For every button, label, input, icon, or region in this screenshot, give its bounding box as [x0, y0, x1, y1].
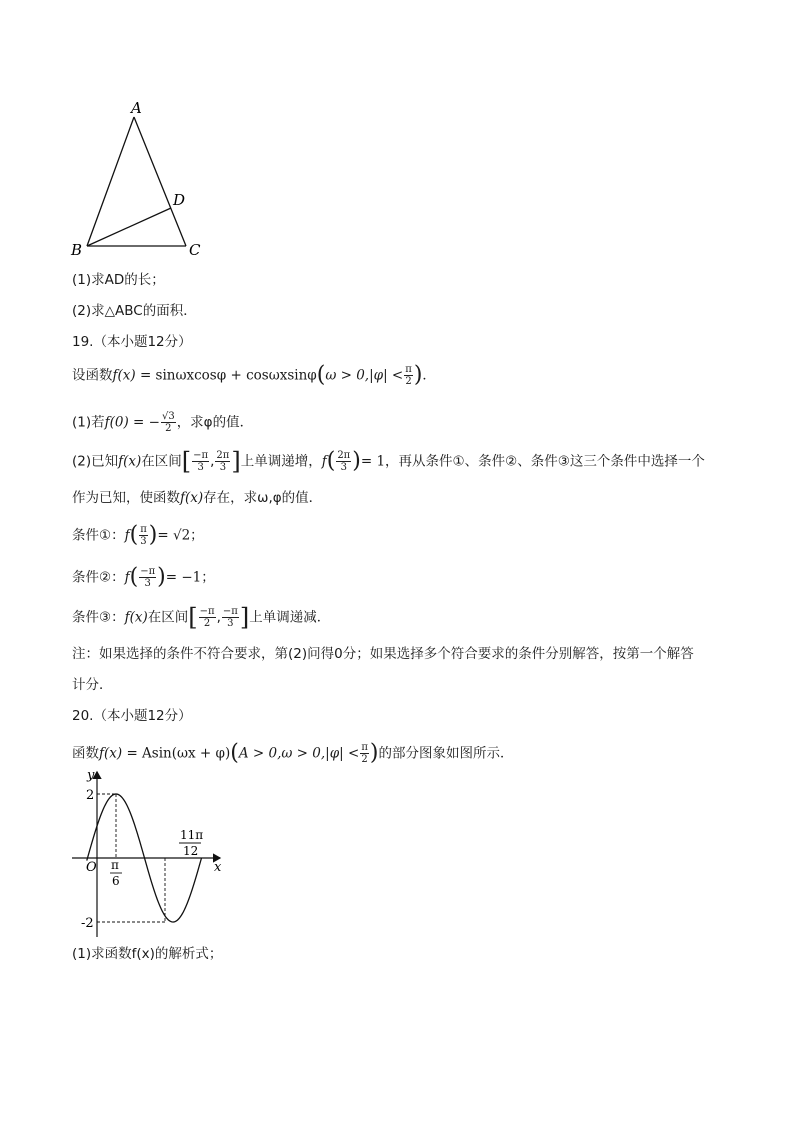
c1-f: f: [124, 527, 130, 544]
q19-frac-neg-pi-3: [192, 450, 209, 473]
c2-eq: = −1；: [165, 569, 215, 586]
lparen: (: [326, 448, 336, 474]
y-min-label: -2: [81, 916, 94, 931]
c3-fx: f(x): [124, 609, 148, 626]
q19-p1-suffix: ，求φ的值．: [176, 414, 254, 431]
x-tick2-num: 11π: [180, 828, 204, 842]
frac-num: 2π: [337, 450, 351, 461]
q19-p1-prefix: (1)若: [72, 414, 105, 431]
x-axis-label: x: [214, 860, 222, 875]
q19-header: 19.（本小题12分）: [72, 334, 192, 350]
rparen: ): [369, 740, 379, 766]
y-axis-label: y: [87, 768, 95, 783]
q19-frac-pi-2: [404, 364, 413, 387]
q19-part1: [72, 411, 253, 434]
c3-mid: 在区间: [147, 609, 189, 626]
c3-frac-neg-pi-2: [199, 606, 216, 629]
frac-den: 3: [140, 536, 147, 547]
lparen: (: [129, 564, 139, 590]
frac-den: 3: [219, 462, 227, 473]
q19-note-line2: 计分．: [72, 677, 113, 693]
q19-definition: 设函数f(x) = sinωxcosφ + cosωxsinφ(ω > 0,|φ| < $\frac{\pi}{2}$ )．: [72, 362, 436, 388]
frac-den: 2: [203, 618, 211, 629]
point-d-label: D: [173, 191, 186, 209]
q19-part2-line2: [72, 489, 322, 507]
q20-def-tail: 的部分图象如图所示．: [378, 745, 514, 762]
frac-num: π: [361, 742, 368, 753]
q19-f-label: f: [321, 453, 327, 470]
sine-graph: [70, 765, 240, 945]
frac-num: −π: [140, 566, 156, 577]
frac-den: 3: [144, 578, 151, 589]
triangle-figure: [68, 95, 208, 265]
x-tick1-num: π: [111, 858, 119, 872]
q19-frac-sqrt3-2: [161, 411, 176, 434]
frac-den: 2: [165, 423, 172, 434]
q19-def-eq: = sinωxcosφ + cosωxsinφ: [139, 367, 317, 384]
q19-p2-line2-a: 作为已知，使函数: [72, 490, 180, 506]
frac-num: −π: [222, 606, 238, 617]
lparen: (: [230, 740, 239, 766]
q19-rbracket: ]: [231, 447, 241, 476]
q19-p2-mid: 在区间: [141, 453, 182, 470]
rparen: ): [157, 564, 166, 590]
q19-lparen: (: [316, 362, 326, 388]
q19-condition2: [72, 566, 215, 589]
lparen: (: [129, 522, 139, 548]
q19-eq1: = 1，: [360, 453, 399, 470]
q20-def-eq: = Asin(ωx + φ): [126, 745, 231, 762]
q20-fx: f(x): [99, 745, 123, 762]
rparen: ): [352, 448, 361, 474]
c1-label: 条件①：: [72, 527, 125, 544]
q19-p2-line2-b: 存在，求ω,φ的值．: [203, 490, 323, 506]
q19-p2-fx2: f(x): [180, 490, 204, 506]
q20-header: 20.（本小题12分）: [72, 708, 192, 724]
q19-def-prefix: 设函数: [72, 367, 113, 384]
frac-num: √3: [161, 411, 175, 422]
q19-condition1: [72, 524, 204, 547]
q19-lbracket: [: [181, 447, 192, 476]
c3-label: 条件③：: [72, 609, 125, 626]
frac-num: π: [140, 524, 147, 535]
frac-num: 2π: [216, 450, 230, 461]
q19-f0: f(0) = −: [104, 414, 160, 431]
q19-rparen: ): [413, 362, 423, 388]
frac-den: 3: [227, 618, 234, 629]
q18-part2: (2)求△ABC的面积．: [72, 303, 197, 319]
origin-label: O: [86, 860, 97, 875]
vertex-a-label: A: [131, 99, 142, 117]
c2-f: f: [124, 569, 130, 586]
q19-fx: f(x): [112, 367, 136, 384]
frac-den: 3: [340, 462, 347, 473]
rparen: ): [148, 522, 158, 548]
q19-p2-prefix: (2)已知: [72, 453, 119, 470]
q19-p2-fx: f(x): [118, 453, 142, 470]
c3-frac-neg-pi-3: [222, 606, 239, 629]
frac-den: 2: [405, 376, 412, 387]
edge-ac: [134, 117, 186, 246]
edge-ab: [87, 117, 134, 246]
c2-frac-neg-pi-3: [139, 566, 156, 589]
c1-frac-pi-3: [139, 524, 148, 547]
y-max-label: 2: [86, 788, 95, 803]
c3-rbracket: ]: [239, 603, 250, 632]
q19-p2-after: 上单调递增，: [240, 453, 322, 470]
c3-tail: 上单调递减．: [249, 609, 331, 626]
q19-note-line1: 注：如果选择的条件不符合要求，第(2)问得0分；如果选择多个符合要求的条件分别解答，按第一个解答: [72, 646, 694, 662]
vertex-b-label: B: [71, 241, 83, 259]
vertex-c-label: C: [189, 241, 201, 259]
c2-label: 条件②：: [72, 569, 125, 586]
q19-frac-2pi-3: [215, 450, 230, 473]
frac-num: π: [405, 364, 412, 375]
q19-frac-2pi-3b: [336, 450, 351, 473]
c1-eq: = √2；: [157, 527, 204, 544]
q20-frac-pi-2: [360, 742, 369, 765]
c3-lbracket: [: [188, 603, 198, 632]
q19-part2-line1: (2)已知f(x)在区间[ $\frac{-\pi}{3}$ , $\frac{2\pi}{3}$ ]上单调递增，f( $\frac{2\pi}{3}$ )= 1，再从条件①、条件②、条件③这三个条件中选择一个: [72, 447, 705, 476]
x-tick2-den: 12: [183, 844, 199, 858]
frac-den: 3: [197, 462, 204, 473]
segment-bd: [87, 208, 171, 246]
x-tick1-den: 6: [112, 874, 120, 888]
q20-definition: [72, 742, 513, 765]
frac-den: 2: [361, 754, 368, 765]
frac-num: −π: [193, 450, 209, 461]
q20-def-prefix: 函数: [72, 745, 99, 762]
q20-cond: A > 0,ω > 0,|φ| <: [238, 745, 360, 762]
q19-condition3: 条件③：f(x)在区间[ $\frac{-\pi}{2}$ , $\frac{-\pi}{3}$ ]上单调递减．: [72, 603, 331, 632]
q19-p2-tail: 再从条件①、条件②、条件③这三个条件中选择一个: [398, 453, 705, 470]
q19-cond: ω > 0,|φ| <: [325, 367, 404, 384]
q18-part1: (1)求AD的长；: [72, 272, 165, 288]
frac-num: −π: [199, 606, 215, 617]
q20-part1: (1)求函数f(x)的解析式；: [72, 946, 223, 962]
